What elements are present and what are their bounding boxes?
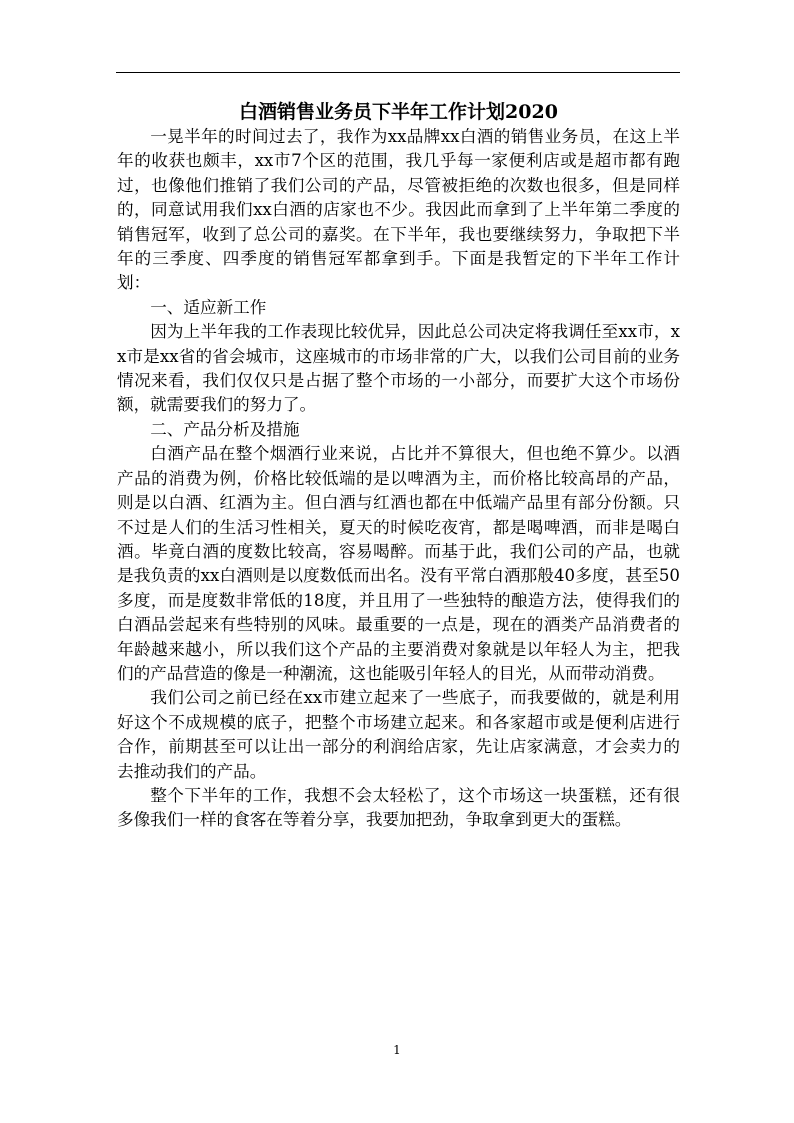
page-number: 1 (393, 1043, 401, 1057)
section-heading-adapt: 一、适应新工作 (150, 297, 267, 317)
section2-paragraph: 白酒产品在整个烟酒行业来说，占比并不算很大，但也绝不算少。以酒产品的消费为例，价格比较低端的是以啤酒为主，而价格比较高昂的产品，则是以白酒、红酒为主。但白酒与红酒也都在中低端产品里有部分份额。只不过是人们的生活习性相关，夏天的时候吃夜宵，都是喝啤酒，而非是喝白酒。毕竟白酒的度数比较高，容易喝醉。而基于此，我们公司的产品，也就是我负责的xx白酒则是以度数低而出名。没有平常白酒那般40多度，甚至50多度，而是度数非常低的18度，并且用了一些独特的酿造方法，使得我们的白酒品尝起来有些特别的风味。最重要的一点是，现在的酒类产品消费者的年龄越来越小，所以我们这个产品的主要消费对象就是以年轻人为主，把我们的产品营造的像是一种潮流，这也能吸引年轻人的目光，从而带动消费。 (117, 444, 680, 683)
document-title: 白酒销售业务员下半年工作计划2020 (239, 101, 558, 123)
section-heading-product: 二、产品分析及措施 (150, 419, 300, 439)
section1-paragraph: 因为上半年我的工作表现比较优异，因此总公司决定将我调任至xx市，xx市是xx省的省会城市，这座城市的市场非常的广大，以我们公司目前的业务情况来看，我们仅仅只是占据了整个市场的一小部分，而要扩大这个市场份额，就需要我们的努力了。 (117, 322, 680, 415)
intro-paragraph: 一晃半年的时间过去了，我作为xx品牌xx白酒的销售业务员，在这上半年的收获也颇丰，xx市7个区的范围，我几乎每一家便利店或是超市都有跑过，也像他们推销了我们公司的产品，尽管被拒绝的次数也很多，但是同样的，同意试用我们xx白酒的店家也不少。我因此而拿到了上半年第二季度的销售冠军，收到了总公司的嘉奖。在下半年，我也要继续努力，争取把下半年的三季度、四季度的销售冠军都拿到手。下面是我暂定的下半年工作计划： (117, 127, 680, 293)
section2-paragraph: 我们公司之前已经在xx市建立起来了一些底子，而我要做的，就是利用好这个不成规模的底子，把整个市场建立起来。和各家超市或是便利店进行合作，前期甚至可以让出一部分的利润给店家，先让店家满意，才会卖力的去推动我们的产品。 (117, 688, 680, 781)
document-body (117, 99, 680, 833)
section2-paragraph: 整个下半年的工作，我想不会太轻松了，这个市场这一块蛋糕，还有很多像我们一样的食客在等着分享，我要加把劲，争取拿到更大的蛋糕。 (117, 785, 680, 830)
header-rule (116, 72, 680, 73)
